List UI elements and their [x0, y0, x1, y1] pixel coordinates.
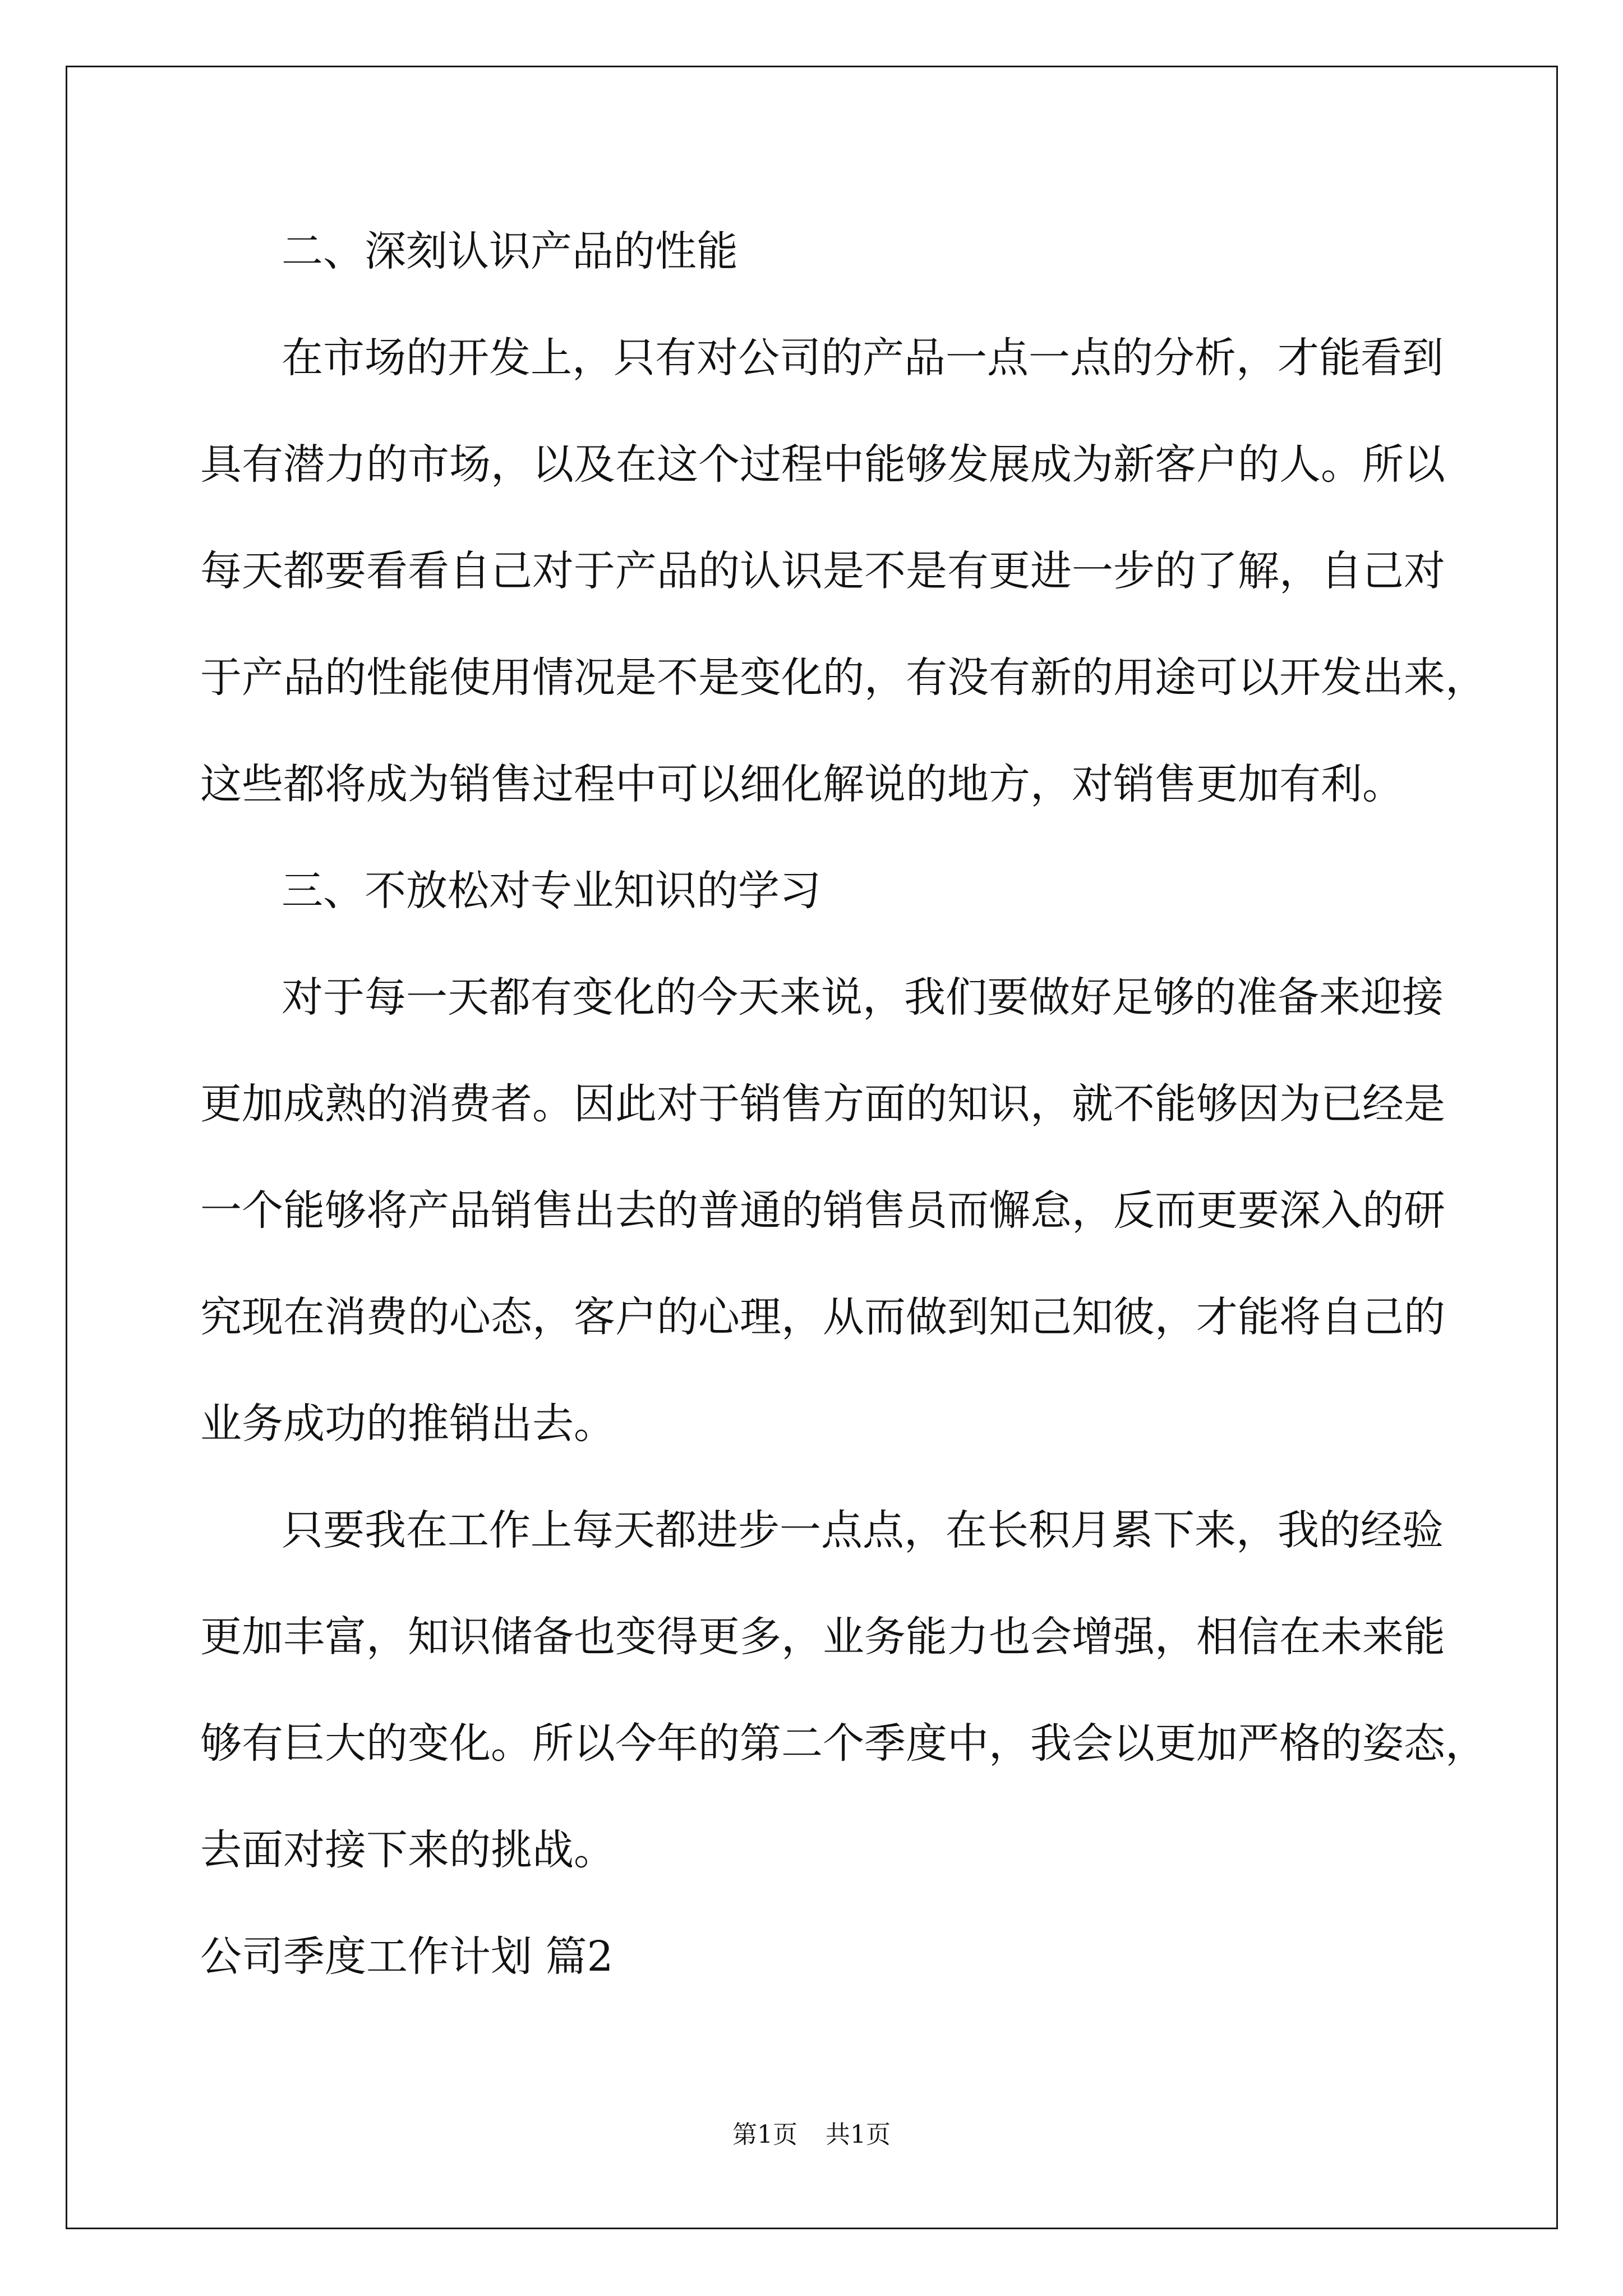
section-three-heading: 三、不放松对专业知识的学习: [282, 867, 821, 915]
body-line: 究现在消费的心态，客户的心理，从而做到知己知彼，才能将自己的: [200, 1293, 1445, 1341]
body-line: 具有潜力的市场，以及在这个过程中能够发展成为新客户的人。所以: [200, 440, 1445, 489]
section-two-heading: 二、深刻认识产品的性能: [282, 227, 738, 275]
body-line: 对于每一天都有变化的今天来说，我们要做好足够的准备来迎接: [282, 973, 1444, 1022]
body-line: 在市场的开发上，只有对公司的产品一点一点的分析，才能看到: [282, 334, 1444, 382]
body-line: 这些都将成为销售过程中可以细化解说的地方，对销售更加有利。: [200, 760, 1404, 808]
body-line: 更加丰富，知识储备也变得更多，业务能力也会增强，相信在未来能: [200, 1613, 1445, 1661]
page-border: [66, 66, 1558, 2229]
body-line: 每天都要看看自己对于产品的认识是不是有更进一步的了解，自己对: [200, 547, 1445, 595]
body-line: 于产品的性能使用情况是不是变化的，有没有新的用途可以开发出来，: [200, 654, 1487, 702]
body-line: 更加成熟的消费者。因此对于销售方面的知识，就不能够因为已经是: [200, 1080, 1445, 1128]
body-line: 去面对接下来的挑战。: [200, 1826, 615, 1874]
page-number-total: 共1页: [826, 2120, 891, 2149]
next-article-title: 公司季度工作计划 篇2: [200, 1932, 614, 1981]
page-footer: [0, 2120, 1623, 2149]
page-number-current: 第1页: [732, 2120, 797, 2149]
body-line: 业务成功的推销出去。: [200, 1400, 615, 1448]
body-line: 只要我在工作上每天都进步一点点，在长积月累下来，我的经验: [282, 1506, 1444, 1554]
body-line: 一个能够将产品销售出去的普通的销售员而懈怠，反而更要深入的研: [200, 1186, 1445, 1235]
body-line: 够有巨大的变化。所以今年的第二个季度中，我会以更加严格的姿态，: [200, 1719, 1487, 1768]
